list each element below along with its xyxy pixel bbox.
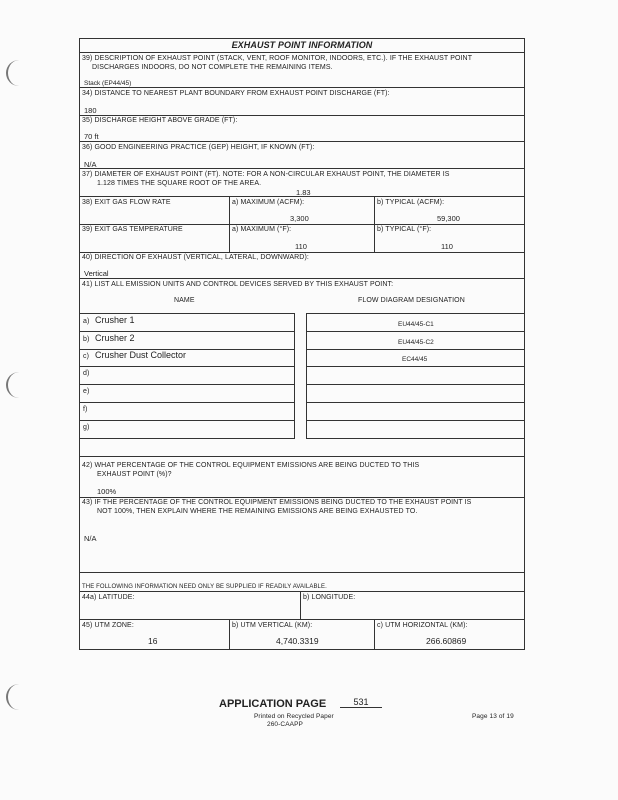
q37-value: 1.83	[296, 188, 311, 197]
row-letter: a)	[83, 318, 90, 325]
q38-max-label: a) MAXIMUM (ACFM):	[232, 199, 305, 206]
q38-typ-value: 59,300	[437, 214, 460, 223]
utm-zone-value: 16	[148, 636, 158, 646]
q39-label-cont: DISCHARGES INDOORS, DO NOT COMPLETE THE REMAINING ITEMS.	[92, 64, 333, 71]
page-count: Page 13 of 19	[472, 713, 514, 720]
q40-label: 40) DIRECTION OF EXHAUST (VERTICAL, LATERAL, DOWNWARD):	[82, 254, 309, 261]
q38-label: 38) EXIT GAS FLOW RATE	[82, 199, 171, 206]
row-designation: EU44/45-C1	[398, 321, 434, 328]
q39t-typ-value: 110	[441, 242, 453, 251]
q39t-max-label: a) MAXIMUM (°F):	[232, 226, 292, 233]
row-name: Crusher 2	[95, 333, 135, 343]
q34-label: 34) DISTANCE TO NEAREST PLANT BOUNDARY FROM EXHAUST POINT DISCHARGE (FT):	[82, 90, 390, 97]
q39t-typ-label: b) TYPICAL (°F):	[377, 226, 432, 233]
q39t-label: 39) EXIT GAS TEMPERATURE	[82, 226, 183, 233]
q43-value: N/A	[84, 534, 97, 543]
row-letter: f)	[83, 406, 88, 413]
utm-zone-label: 45) UTM ZONE:	[82, 622, 134, 629]
utm-horizontal-label: c) UTM HORIZONTAL (KM):	[377, 622, 468, 629]
q37-label-cont: 1.128 TIMES THE SQUARE ROOT OF THE AREA.	[97, 180, 262, 187]
q41-label: 41) LIST ALL EMISSION UNITS AND CONTROL DEVICES SERVED BY THIS EXHAUST POINT:	[82, 281, 394, 288]
q38-max-value: 3,300	[290, 214, 309, 223]
q42-value: 100%	[97, 487, 117, 496]
section-title: EXHAUST POINT INFORMATION	[231, 40, 373, 50]
printed-note: Printed on Recycled Paper	[254, 713, 334, 720]
utm-horizontal-value: 266.60869	[426, 636, 467, 646]
binder-hole-mark	[6, 684, 22, 710]
latitude-label: 44a) LATITUDE:	[82, 594, 135, 601]
q39-label: 39) DESCRIPTION OF EXHAUST POINT (STACK, VENT, ROOF MONITOR, INDOORS, ETC.). IF THE EXHAUST POINT	[82, 55, 473, 62]
q38-typ-label: b) TYPICAL (ACFM):	[377, 199, 445, 206]
row-designation: EU44/45-C2	[398, 339, 434, 346]
q43-label-cont: NOT 100%, THEN EXPLAIN WHERE THE REMAINING EMISSIONS ARE BEING EXHAUSTED TO.	[97, 508, 418, 515]
longitude-label: b) LONGITUDE:	[303, 594, 356, 601]
q40-value: Vertical	[84, 269, 109, 278]
binder-hole-mark	[6, 372, 22, 398]
q42-label-cont: EXHAUST POINT (%)?	[97, 471, 172, 478]
row-name: Crusher 1	[95, 315, 135, 325]
row-letter: b)	[83, 336, 90, 343]
q35-label: 35) DISCHARGE HEIGHT ABOVE GRADE (FT):	[82, 117, 238, 124]
q39t-max-value: 110	[295, 242, 307, 251]
application-page-number: 531	[340, 697, 382, 708]
form-number: 260-CAAPP	[267, 721, 303, 728]
utm-vertical-value: 4,740.3319	[276, 636, 319, 646]
q35-value: 70 ft	[84, 132, 99, 141]
row-letter: g)	[83, 424, 90, 431]
q41-col-name: NAME	[174, 297, 195, 304]
row-letter: c)	[83, 353, 90, 360]
q41-col-flow: FLOW DIAGRAM DESIGNATION	[358, 297, 465, 304]
binder-hole-mark	[6, 60, 22, 86]
row-letter: d)	[83, 370, 90, 377]
row-name: Crusher Dust Collector	[95, 350, 187, 360]
q36-value: N/A	[84, 160, 97, 169]
q34-value: 180	[84, 106, 97, 115]
q44-note: THE FOLLOWING INFORMATION NEED ONLY BE SUPPLIED IF READILY AVAILABLE.	[82, 584, 327, 590]
q37-label: 37) DIAMETER OF EXHAUST POINT (FT). NOTE: FOR A NON-CIRCULAR EXHAUST POINT, THE DIAMETER IS	[82, 171, 450, 178]
row-designation: EC44/45	[402, 356, 428, 363]
q43-label: 43) IF THE PERCENTAGE OF THE CONTROL EQUIPMENT EMISSIONS BEING DUCTED TO THE EXHAUST POINT IS	[82, 499, 472, 506]
q42-label: 42) WHAT PERCENTAGE OF THE CONTROL EQUIPMENT EMISSIONS ARE BEING DUCTED TO THIS	[82, 462, 420, 469]
q39-value: Stack (EP44/45)	[84, 80, 132, 87]
application-page-label: APPLICATION PAGE	[219, 698, 327, 710]
q36-label: 36) GOOD ENGINEERING PRACTICE (GEP) HEIGHT, IF KNOWN (FT):	[82, 144, 315, 151]
row-letter: e)	[83, 388, 90, 395]
utm-vertical-label: b) UTM VERTICAL (KM):	[232, 622, 313, 629]
